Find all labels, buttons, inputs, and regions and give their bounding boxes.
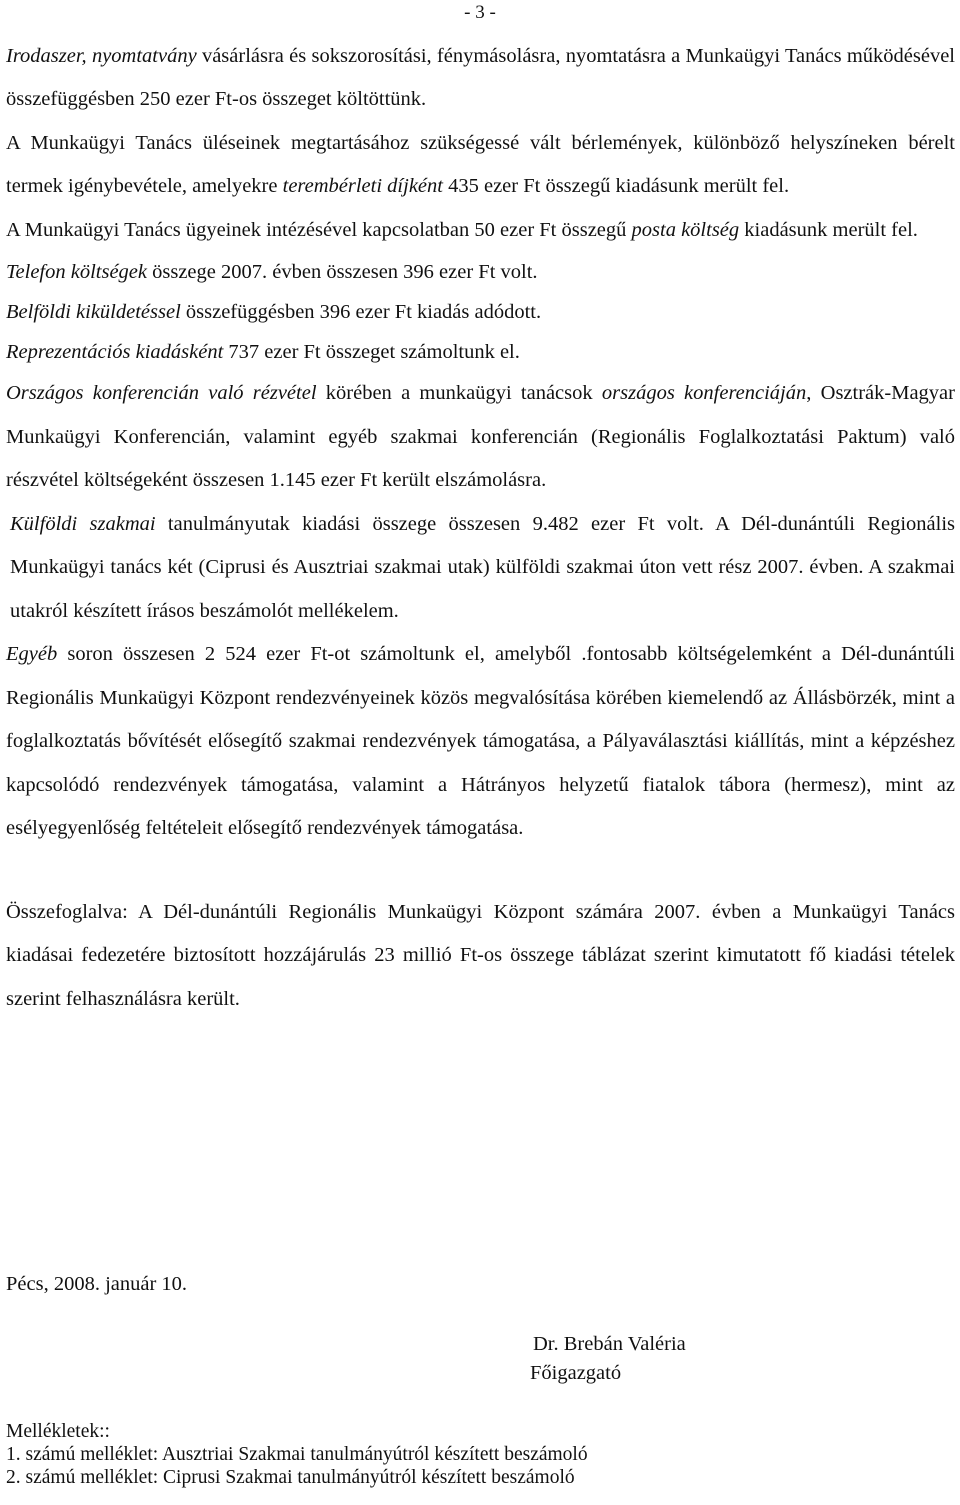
- emphasis: Irodaszer, nyomtatvány: [6, 45, 197, 67]
- emphasis: Országos konferencián való rézvétel: [6, 382, 317, 405]
- emphasis: Telefon költségek: [6, 261, 147, 284]
- place-date: Pécs, 2008. január 10.: [6, 1273, 188, 1295]
- annex-list: [6, 1420, 588, 1489]
- emphasis: Külföldi szakmai: [10, 512, 156, 535]
- paragraph-conference: [6, 372, 955, 503]
- emphasis: posta költség: [631, 218, 740, 241]
- emphasis: Reprezentációs kiadásként: [6, 341, 224, 364]
- text: , Osztrák-Magyar Munkaügyi Konferencián, valamint egyéb szakmai konferencián (Regionális Foglalkoztatási Paktum) való részvétel költségeként összesen 1.145 ezer Ft került elszámolásra.: [6, 382, 955, 492]
- text: A Munkaügyi Tanács ügyeinek intézésével kapcsolatban 50 ezer Ft összegű: [6, 218, 632, 241]
- paragraph-room-rental: [6, 122, 955, 209]
- emphasis: országos konferenciáján: [601, 382, 807, 405]
- signature-title: Főigazgató: [530, 1362, 622, 1384]
- text: tanulmányutak kiadási összege összesen 9.482 ezer Ft volt. A Dél-dunántúli Regionális Munkaügyi tanács két (Ciprusi és Ausztriai szakmai utak) külföldi szakmai úton vett rész 2007. évben. A szakmai utakról készített írásos beszámolót mellékelem.: [10, 512, 956, 622]
- signature-name: Dr. Brebán Valéria: [533, 1333, 686, 1355]
- document-body: [6, 35, 955, 1022]
- text: körében a munkaügyi tanácsok: [316, 382, 602, 405]
- annex-heading: Mellékletek::: [6, 1421, 110, 1442]
- paragraph-summary: Összefoglalva: A Dél-dunántúli Regionális Munkaügyi Központ számára 2007. évben a Munkaügyi Tanács kiadásai fedezetére biztosított hozzájárulás 23 millió Ft-os összege táblázat szerint kimutatott fő kiadási tételek szerint felhasználásra került.: [6, 900, 955, 1011]
- annex-item-1: 1. számú melléklet: Ausztriai Szakmai tanulmányútról készített beszámoló: [6, 1444, 588, 1465]
- annex-item-2: 2. számú melléklet: Ciprusi Szakmai tanulmányútról készített beszámoló: [6, 1467, 575, 1488]
- text: 435 ezer Ft összegű kiadásunk merült fel.: [442, 175, 790, 198]
- paragraph-foreign-study: [6, 503, 955, 634]
- text: összefüggésben 396 ezer Ft kiadás adódott.: [180, 301, 542, 324]
- paragraph-phone: [6, 252, 955, 292]
- text: vásárlásra és sokszorosítási, fénymásolásra, nyomtatásra a Munkaügyi Tanács működésével összefüggésben 250 ezer Ft-os összeget költöttünk.: [6, 45, 955, 111]
- text: soron összesen 2 524 ezer Ft-ot számoltunk el, amelyből .fontosabb költségelemként a Dél-dunántúli Regionális Munkaügyi Központ rendezvényeinek közös megvalósítása körében kiemelendő az Állásbörzék, mint a foglalkoztatás bővítését elősegítő szakmai rendezvények támogatása, a Pályaválasztási kiállítás, mint a képzéshez kapcsolódó rendezvények támogatása, valamint a Hátrányos helyzetű fiatalok tábora (hermesz), mint az esélyegyenlőség feltételeit elősegítő rendezvények támogatása.: [6, 643, 955, 840]
- text: 737 ezer Ft összeget számoltunk el.: [223, 341, 520, 364]
- paragraph-representation: [6, 332, 955, 372]
- emphasis: Egyéb: [6, 643, 58, 666]
- paragraph-domestic-travel: [6, 292, 955, 332]
- emphasis: Belföldi kiküldetéssel: [6, 301, 181, 324]
- paragraph-other: [6, 633, 955, 851]
- text: összege 2007. évben összesen 396 ezer Ft volt.: [147, 261, 538, 284]
- text: kiadásunk merült fel.: [739, 218, 918, 241]
- emphasis: terembérleti díjként: [282, 175, 443, 198]
- paragraph-postage: [6, 209, 955, 253]
- paragraph-stationery: [6, 35, 955, 122]
- text: A Munkaügyi Tanács üléseinek megtartásához szükségessé vált bérlemények, különböző helyszíneken bérelt termek igénybevétele, amelyekre: [6, 131, 955, 198]
- page-number: - 3 -: [464, 2, 496, 23]
